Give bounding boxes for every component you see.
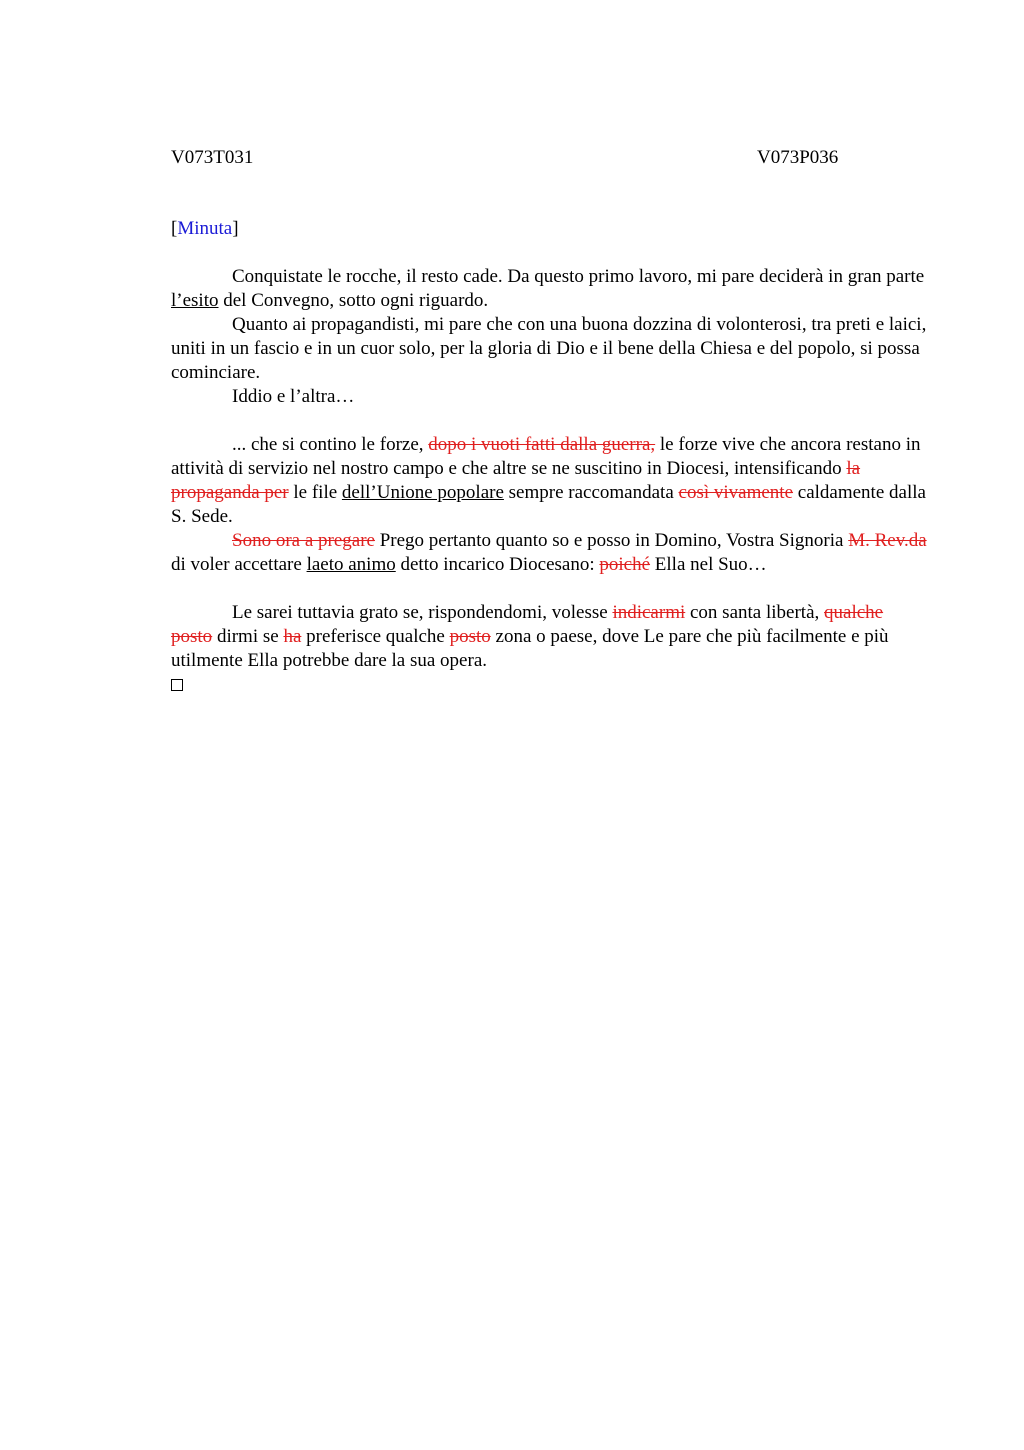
deleted-text: poiché (599, 554, 651, 575)
deleted-text: qualche posto (171, 602, 884, 647)
document-body (171, 265, 929, 698)
deleted-text: dopo i vuoti fatti dalla guerra, (428, 434, 656, 455)
text-run: detto incarico Diocesano: (395, 554, 600, 575)
paragraph-4 (171, 433, 929, 529)
paragraph-gap (171, 577, 929, 601)
text-run: con santa libertà, (685, 602, 825, 623)
text-run: Prego pertanto quanto so e posso in Domino, Vostra Signoria (374, 530, 849, 551)
text-run: le file (288, 482, 342, 503)
open-bracket: [ (171, 218, 178, 239)
paragraph-1 (171, 265, 929, 313)
text-run: Le sarei tuttavia grato se, rispondendomi, volesse (232, 602, 613, 623)
deleted-text: ha (283, 626, 302, 647)
document-page (171, 146, 929, 698)
deleted-text: posto (449, 626, 491, 647)
paragraph-gap (171, 409, 929, 433)
text-run: dirmi se (212, 626, 284, 647)
text-run: di voler accettare (171, 554, 307, 575)
deleted-text: la propaganda per (171, 458, 861, 503)
minuta-label (171, 217, 929, 241)
square-icon (171, 679, 183, 691)
underlined-text: dell’Unione popolare (341, 482, 504, 503)
text-run: caldamente dalla S. Sede. (171, 482, 926, 527)
deleted-text: M. Rev.da (848, 530, 927, 551)
deleted-text: indicarmi (612, 602, 686, 623)
underlined-text: l’esito (171, 290, 219, 311)
paragraph-5 (171, 529, 929, 577)
paragraph-3: Iddio e l’altra… (232, 386, 355, 407)
deleted-text: Sono ora a pregare (232, 530, 375, 551)
paragraph-2: Quanto ai propagandisti, mi pare che con una buona dozzina di volonterosi, tra preti e laici, uniti in un fascio e in un cuor solo, per la gloria di Dio e il bene della Chiesa e del popolo, si possa cominciare. (171, 314, 927, 383)
text-run: sempre raccomandata (503, 482, 679, 503)
document-header (171, 146, 929, 170)
text-run: preferisce qualche (301, 626, 450, 647)
text-run: ... che si contino le forze, (232, 434, 429, 455)
text-run: zona o paese, dove Le pare che più facilmente e più utilmente Ella potrebbe dare la sua opera. (171, 626, 889, 671)
document-code-right: V073P036 (757, 147, 839, 168)
end-marker (171, 673, 929, 698)
text-run: le forze vive che ancora restano in attività di servizio nel nostro campo e che altre se ne suscitino in Diocesi, intensificando (171, 434, 921, 479)
deleted-text: così vivamente (678, 482, 794, 503)
document-code-left: V073T031 (171, 147, 254, 168)
minuta-word: Minuta (177, 218, 233, 239)
text-run: Conquistate le rocche, il resto cade. Da questo primo lavoro, mi pare deciderà in gran parte (232, 266, 925, 287)
text-run: del Convegno, sotto ogni riguardo. (218, 290, 489, 311)
underlined-text: laeto animo (306, 554, 396, 575)
close-bracket: ] (232, 218, 239, 239)
text-run: Ella nel Suo… (650, 554, 767, 575)
paragraph-6 (171, 601, 929, 673)
